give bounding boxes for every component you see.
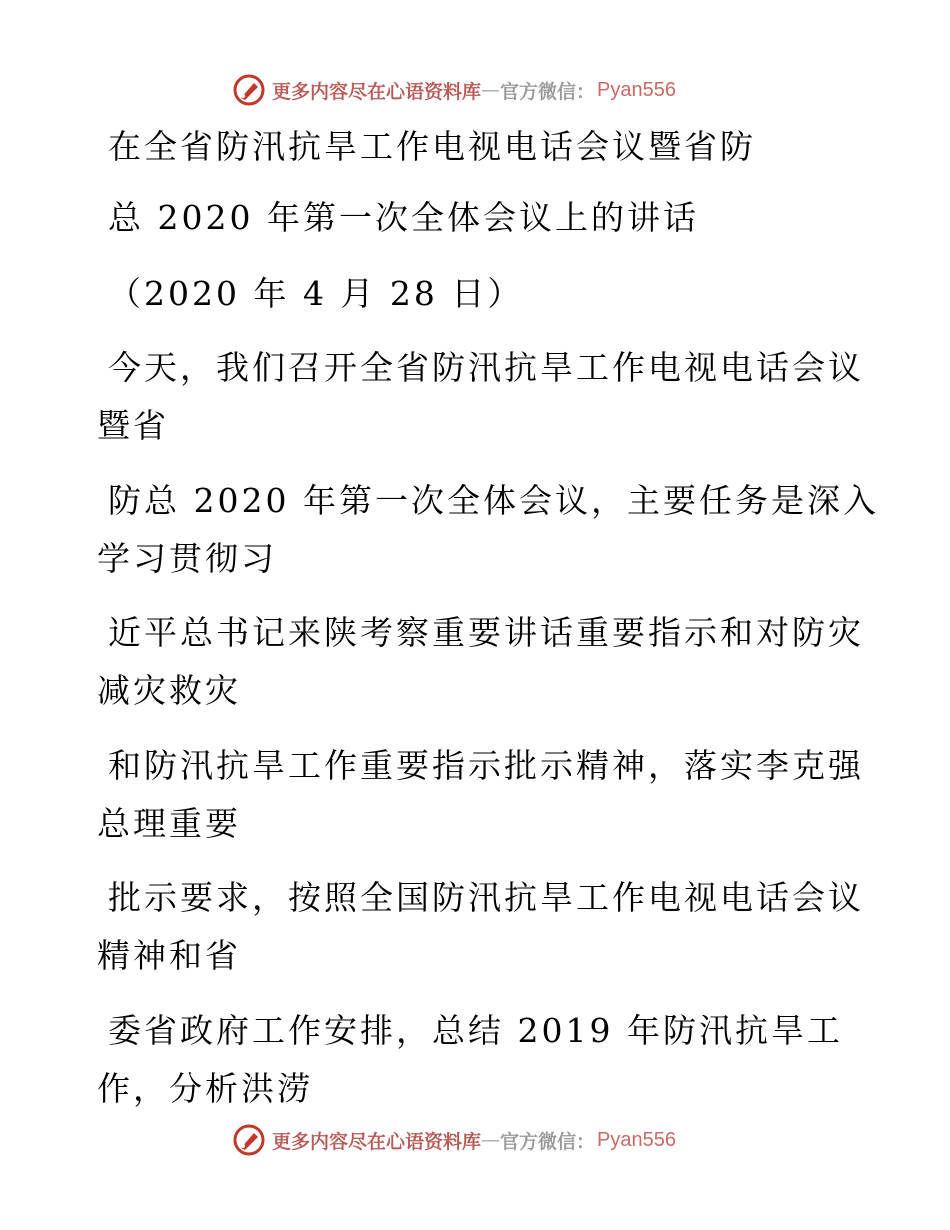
paragraph-line: 作，分析洪涝 — [97, 1069, 313, 1108]
banner-account-id: Pyan556 — [597, 1128, 676, 1151]
banner-dash: — — [481, 1129, 501, 1151]
banner-site-text: 更多内容尽在心语资料库 — [272, 1130, 482, 1153]
pen-logo-icon — [232, 73, 266, 107]
pen-logo-icon — [232, 1123, 266, 1157]
document-date-line: （2020 年 4 月 28 日） — [108, 274, 524, 313]
banner-dash: — — [481, 79, 501, 101]
paragraph-line: 批示要求，按照全国防汛抗旱工作电视电话会议 — [108, 878, 864, 917]
paragraph-line: 暨省 — [97, 406, 169, 445]
footer-watermark-banner — [232, 1123, 676, 1157]
paragraph-line: 精神和省 — [97, 936, 241, 975]
paragraph-line: 总理重要 — [97, 804, 241, 843]
banner-account-label: 官方微信： — [500, 80, 596, 103]
paragraph-line: 防总 2020 年第一次全体会议，主要任务是深入 — [108, 481, 879, 520]
paragraph-line: 今天，我们召开全省防汛抗旱工作电视电话会议 — [108, 348, 864, 387]
paragraph-line: 委省政府工作安排，总结 2019 年防汛抗旱工 — [108, 1011, 843, 1050]
document-title-line-2: 总 2020 年第一次全体会议上的讲话 — [108, 198, 699, 237]
banner-account-id: Pyan556 — [597, 78, 676, 101]
header-watermark-banner — [232, 73, 676, 107]
banner-account-label: 官方微信： — [500, 1130, 596, 1153]
banner-site-text: 更多内容尽在心语资料库 — [272, 80, 482, 103]
paragraph-line: 和防汛抗旱工作重要指示批示精神，落实李克强 — [108, 746, 864, 785]
paragraph-line: 学习贯彻习 — [97, 539, 277, 578]
paragraph-line: 减灾救灾 — [97, 671, 241, 710]
document-title-line-1: 在全省防汛抗旱工作电视电话会议暨省防 — [108, 127, 756, 166]
paragraph-line: 近平总书记来陕考察重要讲话重要指示和对防灾 — [108, 613, 864, 652]
